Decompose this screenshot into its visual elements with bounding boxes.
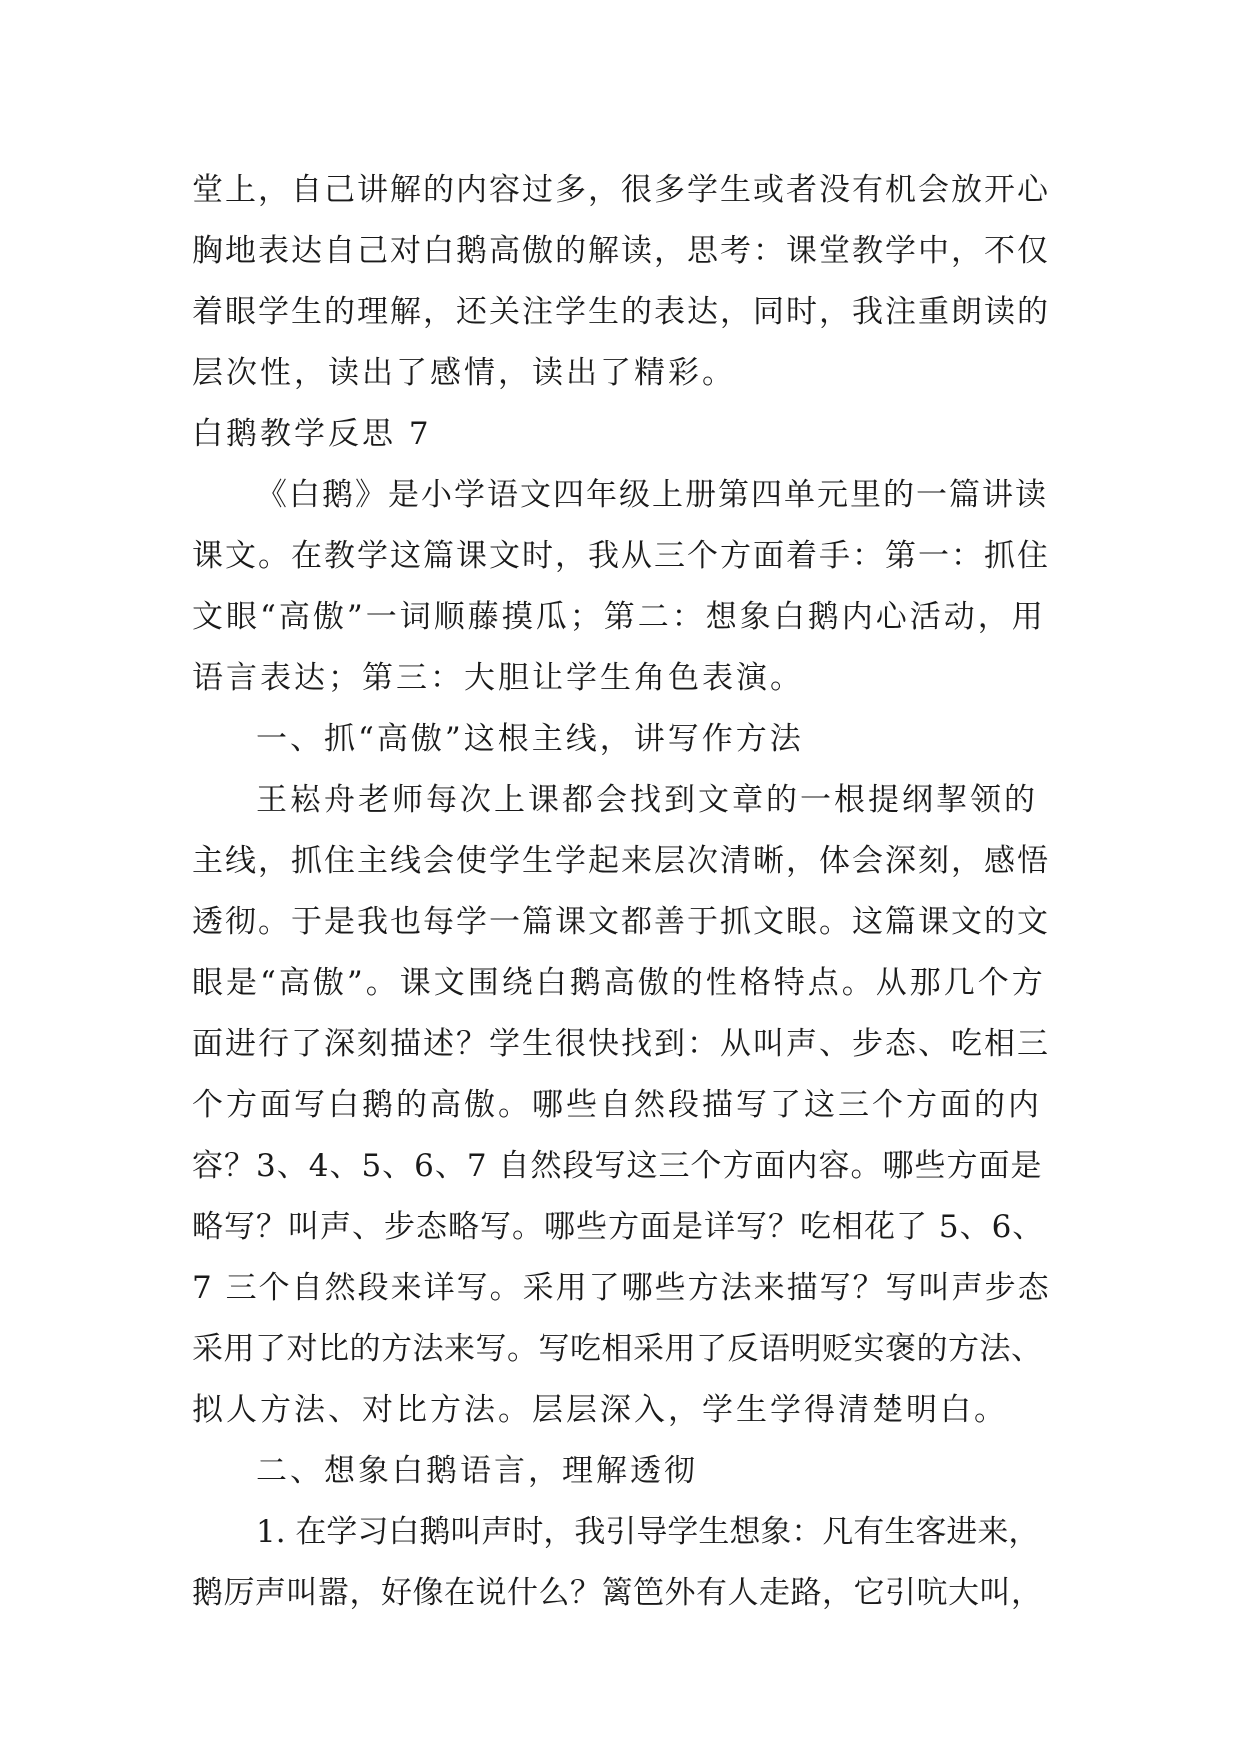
text-line: 面进行了深刻描述？学生很快找到：从叫声、步态、吃相三	[192, 1026, 1050, 1062]
text-line: 王崧舟老师每次上课都会找到文章的一根提纲挈领的	[256, 782, 1038, 818]
text-line: 着眼学生的理解，还关注学生的表达，同时，我注重朗读的	[192, 294, 1050, 330]
subsection-heading: 二、想象白鹅语言，理解透彻	[256, 1453, 698, 1489]
text-line: 文眼“高傲”一词顺藤摸瓜；第二：想象白鹅内心活动，用	[192, 599, 1046, 635]
text-line: 拟人方法、对比方法。层层深入，学生学得清楚明白。	[192, 1392, 1008, 1428]
text-line: 《白鹅》是小学语文四年级上册第四单元里的一篇讲读	[256, 477, 1048, 513]
text-line: 容？3、4、5、6、7 自然段写这三个方面内容。哪些方面是	[192, 1148, 1043, 1184]
text-line: 主线，抓住主线会使学生学起来层次清晰，体会深刻，感悟	[192, 843, 1050, 879]
text-line: 个方面写白鹅的高傲。哪些自然段描写了这三个方面的内	[192, 1087, 1042, 1123]
text-line: 鹅厉声叫嚣，好像在说什么？篱笆外有人走路，它引吭大叫，	[192, 1575, 1043, 1611]
text-line: 语言表达；第三：大胆让学生角色表演。	[192, 660, 804, 696]
text-line: 采用了对比的方法来写。写吃相采用了反语明贬实褒的方法、	[192, 1331, 1043, 1367]
text-line: 课文。在教学这篇课文时，我从三个方面着手：第一：抓住	[192, 538, 1050, 574]
text-line: 眼是“高傲”。课文围绕白鹅高傲的性格特点。从那几个方	[192, 965, 1046, 1001]
text-line: 透彻。于是我也每学一篇课文都善于抓文眼。这篇课文的文	[192, 904, 1050, 940]
text-line: 7 三个自然段来详写。采用了哪些方法来描写？写叫声步态	[192, 1270, 1051, 1306]
text-line: 层次性，读出了感情，读出了精彩。	[192, 355, 736, 391]
subsection-heading: 一、抓“高傲”这根主线，讲写作方法	[256, 721, 804, 757]
text-line: 胸地表达自己对白鹅高傲的解读，思考：课堂教学中，不仅	[192, 233, 1050, 269]
document-body	[192, 160, 1052, 1624]
section-heading: 白鹅教学反思 7	[192, 416, 432, 452]
text-line: 1. 在学习白鹅叫声时，我引导学生想象：凡有生客进来，	[256, 1514, 1040, 1550]
text-line: 略写？叫声、步态略写。哪些方面是详写？吃相花了 5、6、	[192, 1209, 1045, 1245]
text-line: 堂上，自己讲解的内容过多，很多学生或者没有机会放开心	[192, 172, 1050, 208]
